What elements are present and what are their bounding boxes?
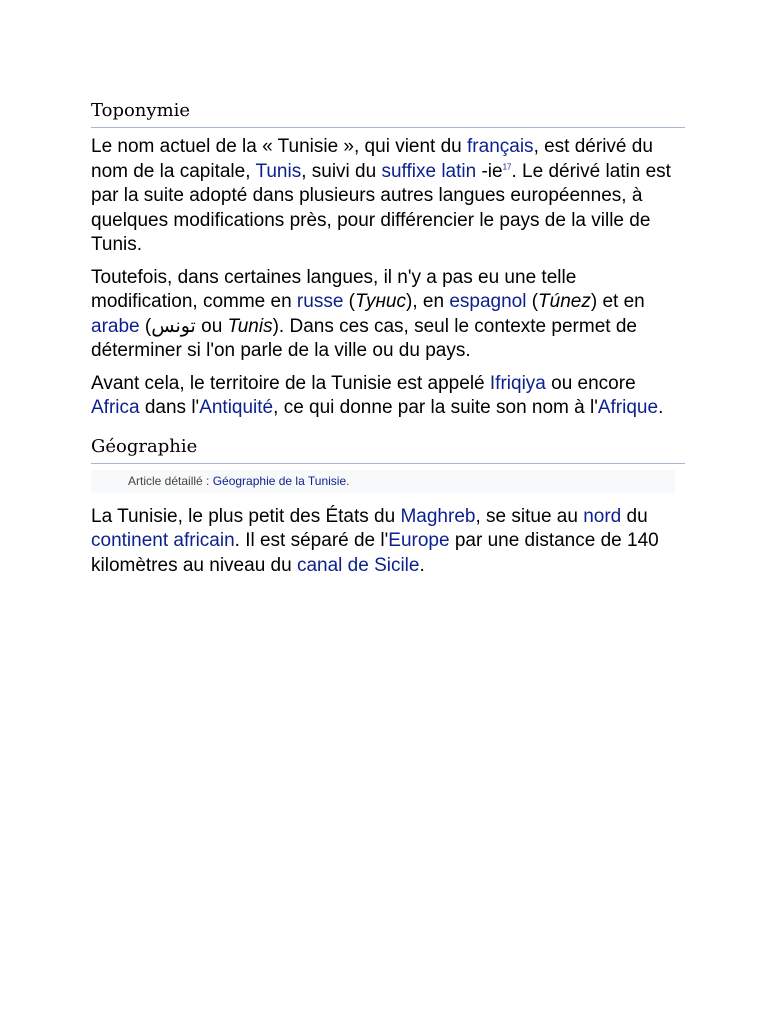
text: -ie bbox=[476, 160, 503, 182]
paragraph-toponymie-2 bbox=[91, 266, 685, 364]
article-note-suffix: . bbox=[346, 473, 350, 488]
text: . bbox=[658, 397, 664, 418]
text: ou encore bbox=[545, 372, 636, 394]
reference-link[interactable]: 17 bbox=[502, 162, 512, 172]
text: ), en bbox=[406, 291, 450, 312]
text: , suivi du bbox=[301, 160, 382, 182]
text: ). Dans ces cas, seul le contexte permet de déterminer si l'on parle de la ville ou du pays. bbox=[91, 315, 637, 361]
heading-toponymie: Toponymie bbox=[91, 98, 685, 128]
link-canal-de-sicile[interactable]: canal de Sicile bbox=[296, 554, 420, 576]
link-geographie-de-la-tunisie[interactable]: Géographie de la Tunisie bbox=[212, 473, 347, 488]
heading-geographie: Géographie bbox=[91, 434, 685, 464]
link-tunis[interactable]: Tunis bbox=[255, 160, 302, 182]
text: . bbox=[419, 554, 425, 576]
text: par une distance de 140 kilomètres au niveau du bbox=[91, 530, 659, 576]
text: . Il est séparé de l' bbox=[234, 530, 389, 551]
text: , est dérivé du nom de la capitale, bbox=[91, 136, 653, 182]
paragraph-toponymie-1 bbox=[91, 135, 685, 258]
main-article-note bbox=[91, 470, 675, 493]
text: ( bbox=[139, 315, 152, 337]
paragraph-geographie-1 bbox=[91, 505, 685, 579]
link-africa[interactable]: Africa bbox=[91, 397, 140, 418]
link-antiquite[interactable]: Antiquité bbox=[199, 397, 274, 418]
link-ifriqiya[interactable]: Ifriqiya bbox=[489, 372, 546, 394]
link-maghreb[interactable]: Maghreb bbox=[400, 505, 476, 527]
text: ou bbox=[195, 315, 228, 337]
link-afrique[interactable]: Afrique bbox=[597, 397, 659, 418]
text: Avant cela, le territoire de la Tunisie est appelé bbox=[91, 372, 490, 394]
text: , ce qui donne par la suite son nom à l' bbox=[273, 397, 598, 418]
article-note-prefix: Article détaillé : bbox=[128, 473, 213, 488]
link-arabe[interactable]: arabe bbox=[91, 315, 140, 337]
text: du bbox=[621, 505, 648, 527]
link-suffixe-latin[interactable]: suffixe latin bbox=[381, 160, 477, 182]
link-europe[interactable]: Europe bbox=[388, 530, 450, 551]
text: , se situe au bbox=[475, 505, 584, 527]
text: Toutefois, dans certaines langues, il n'y a pas eu une telle modification, comme en bbox=[91, 266, 577, 312]
article-content bbox=[91, 98, 685, 578]
russian-name: Тунис bbox=[355, 291, 406, 312]
text: Le nom actuel de la « Tunisie », qui vient du bbox=[91, 136, 468, 157]
link-espagnol[interactable]: espagnol bbox=[449, 291, 527, 312]
text: . Le dérivé latin est par la suite adopté dans plusieurs autres langues européennes, à quelques modifications près, pour différencier le pays de la ville de Tunis. bbox=[91, 160, 671, 255]
link-nord[interactable]: nord bbox=[583, 505, 622, 527]
arabic-name: تونس bbox=[151, 315, 196, 337]
link-continent-africain[interactable]: continent africain bbox=[91, 530, 235, 551]
link-russe[interactable]: russe bbox=[296, 291, 344, 312]
text: ) et en bbox=[590, 291, 645, 312]
text: La Tunisie, le plus petit des États du bbox=[91, 505, 401, 527]
latin-name: Tunis bbox=[227, 315, 273, 337]
spanish-name: Túnez bbox=[538, 291, 591, 312]
text: ( bbox=[343, 291, 355, 312]
text: dans l' bbox=[139, 397, 200, 418]
link-francais[interactable]: français bbox=[467, 136, 534, 157]
text: ( bbox=[526, 291, 539, 312]
paragraph-toponymie-3 bbox=[91, 372, 685, 421]
